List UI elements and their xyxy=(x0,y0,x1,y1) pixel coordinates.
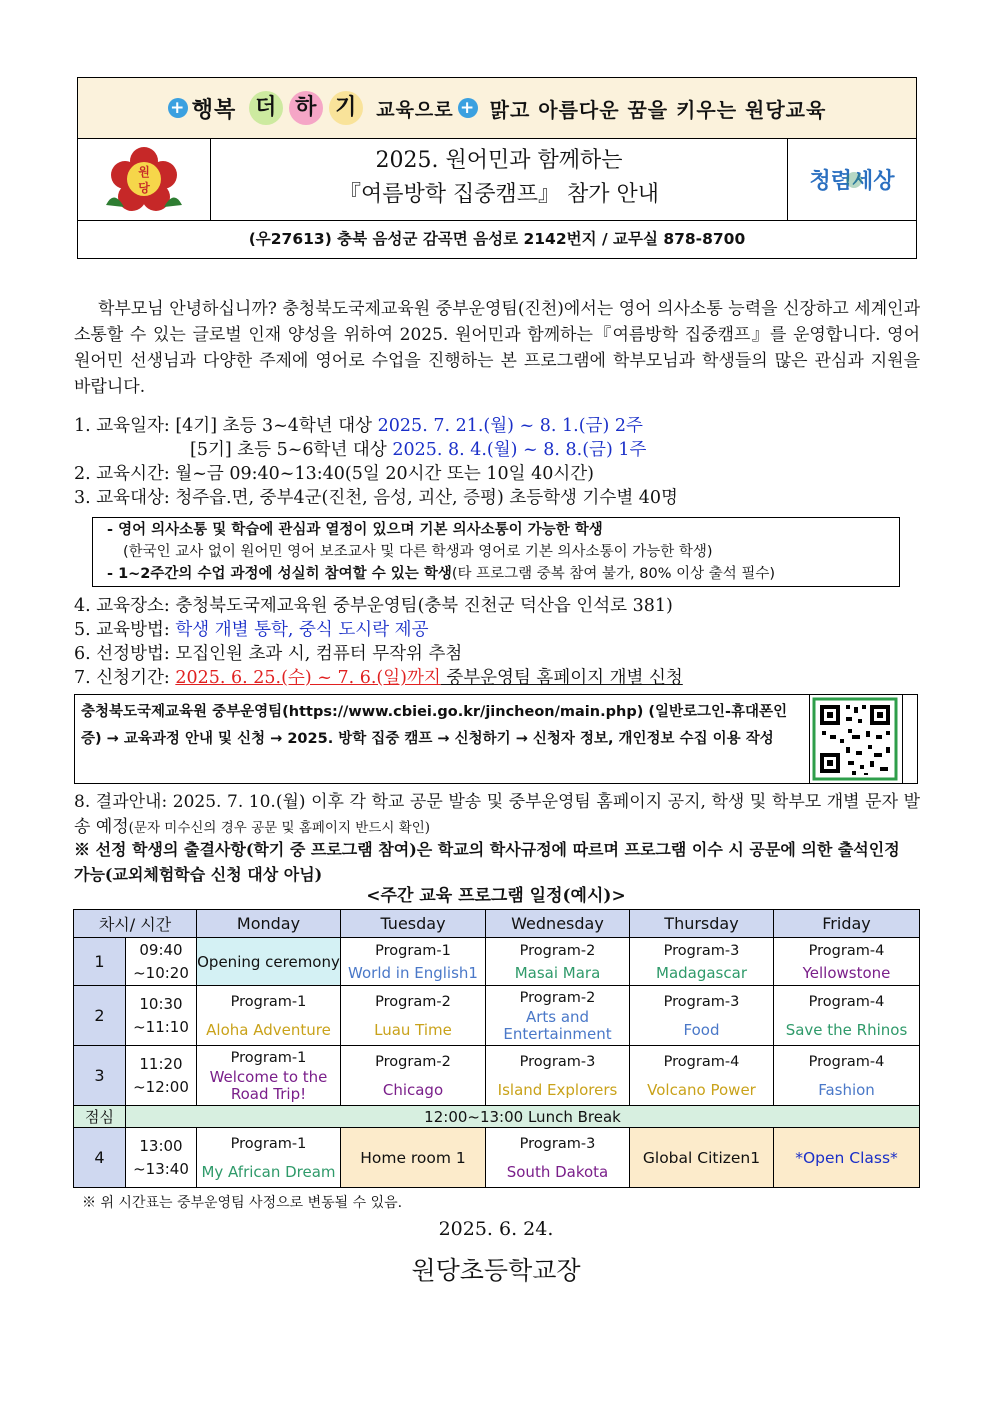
header-wednesday: Wednesday xyxy=(486,910,630,938)
slogan-part2: 교육으로 xyxy=(376,98,454,121)
header-monday: Monday xyxy=(197,910,341,938)
slogan-ball-3: 기 xyxy=(329,91,363,125)
item-1-line-b xyxy=(190,438,646,462)
title-line-1: 2025. 원어민과 함께하는 xyxy=(375,148,623,173)
intro-paragraph: 학부모님 안녕하십니까? 충청북도국제교육원 중부운영팀(진천)에서는 영어 의사소통 능력을 신장하고 세계인과 소통할 수 있는 글로벌 인재 양성을 위하여 2025. 원어민과 함께하는『여름방학 집중캠프』를 운영합니다. 영어 원어민 선생님과 다양한 주제에 영어로 수업을 진행하는 본 프로그램에 학부모님과 학생들의 많은 관심과 지원을 바랍니다. xyxy=(74,299,920,397)
title-row xyxy=(78,138,916,221)
slogan-part1: 행복 xyxy=(191,97,237,123)
schedule-note: ※ 위 시간표는 중부운영팀 사정으로 변동될 수 있음. xyxy=(82,1195,403,1211)
item-1-label: 1. 교육일자: xyxy=(74,416,176,436)
item-1-group-a: [4기] 초등 3~4학년 대상 xyxy=(175,416,378,436)
table-row xyxy=(74,1128,920,1188)
eligibility-line-1: - 영어 의사소통 및 학습에 관심과 열정이 있으며 기본 의사소통이 가능한 학생 xyxy=(107,522,603,538)
lunch-text: 12:00~13:00 Lunch Break xyxy=(126,1106,920,1128)
period-time: 10:30 ~11:10 xyxy=(126,986,197,1046)
header-box xyxy=(77,77,917,259)
header-thursday: Thursday xyxy=(630,910,774,938)
item-1-date-b: 2025. 8. 4.(월) ~ 8. 8.(금) 1주 xyxy=(392,440,647,460)
period-number: 4 xyxy=(74,1128,126,1188)
period-time: 11:20 ~12:00 xyxy=(126,1046,197,1106)
item-3: 3. 교육대상: 청주읍.면, 중부4군(진천, 음성, 괴산, 증평) 초등학생 기수별 40명 xyxy=(74,488,678,508)
integrity-logo xyxy=(787,138,917,220)
period-number: 1 xyxy=(74,938,126,986)
item-7-date: 2025. 6. 25.(수) ~ 7. 6.(일)까지 xyxy=(175,668,441,688)
cell-thursday: Program-3 Food xyxy=(630,986,774,1046)
slogan-bar xyxy=(78,78,916,139)
integrity-logo-icon xyxy=(788,138,917,220)
cell-friday: Program-4 Yellowstone xyxy=(774,938,920,986)
item-6: 6. 선정방법: 모집인원 초과 시, 컴퓨터 무작위 추첨 xyxy=(74,644,463,664)
cell-wednesday: Program-3 South Dakota xyxy=(486,1128,630,1188)
item-2: 2. 교육시간: 월~금 09:40~13:40(5일 20시간 또는 10일 40시간) xyxy=(74,464,594,484)
document-title xyxy=(211,138,787,220)
table-row xyxy=(74,986,920,1046)
apply-instructions: 충청북도국제교육원 중부운영팀(https://www.cbiei.go.kr/jincheon/main.php) (일반로그인-휴대폰인증) → 교육과정 안내 및 신청 → 2025. 방학 집중 캠프 → 신청하기 → 신청자 정보, 개인정보 수집 이용 작성 xyxy=(81,704,788,747)
cell-friday: Program-4 Save the Rhinos xyxy=(774,986,920,1046)
apply-instructions-box xyxy=(74,694,918,784)
cell-thursday: Program-4 Volcano Power xyxy=(630,1046,774,1106)
item-8 xyxy=(74,790,920,841)
cell-tuesday: Program-2 Luau Time xyxy=(341,986,486,1046)
qr-code-icon xyxy=(810,695,900,783)
cell-friday: *Open Class* xyxy=(774,1128,920,1188)
period-time: 09:40 ~10:20 xyxy=(126,938,197,986)
item-8-main: 8. 결과안내: 2025. 7. 10.(월) 이후 각 학교 공문 발송 및 중부운영팀 홈페이지 공지, 학생 및 학부모 개별 문자 발송 예정 xyxy=(74,792,920,837)
schedule-title: <주간 교육 프로그램 일정(예시)> xyxy=(366,886,626,906)
cell-tuesday: Program-2 Chicago xyxy=(341,1046,486,1106)
cell-wednesday: Program-2 Masai Mara xyxy=(486,938,630,986)
eligibility-line-3 xyxy=(107,563,899,585)
period-number: 2 xyxy=(74,986,126,1046)
item-5-value: 학생 개별 통학, 중식 도시락 제공 xyxy=(175,620,429,640)
title-line-2: 『여름방학 집중캠프』 참가 안내 xyxy=(338,182,659,207)
cell-thursday: Global Citizen1 xyxy=(630,1128,774,1188)
qr-code[interactable] xyxy=(809,695,903,783)
cell-wednesday: Program-3 Island Explorers xyxy=(486,1046,630,1106)
item-1-line-a xyxy=(74,414,643,438)
cell-monday: Opening ceremony xyxy=(197,938,341,986)
cell-thursday: Program-3 Madagascar xyxy=(630,938,774,986)
svg-text:청렴세상: 청렴세상 xyxy=(809,169,895,194)
cell-monday: Program-1 Welcome to the Road Trip! xyxy=(197,1046,341,1106)
table-row xyxy=(74,938,920,986)
item-1-date-a: 2025. 7. 21.(월) ~ 8. 1.(금) 2주 xyxy=(377,416,643,436)
item-5-label: 5. 교육방법: xyxy=(74,620,176,640)
item-7 xyxy=(74,666,683,690)
lunch-row xyxy=(74,1106,920,1128)
table-row xyxy=(74,1046,920,1106)
item-1-group-b: [5기] 초등 5~6학년 대상 xyxy=(190,440,393,460)
school-emblem-icon xyxy=(78,138,210,220)
attendance-notice: ※ 선정 학생의 출결사항(학기 중 프로그램 참여)은 학교의 학사규정에 따르며 프로그램 이수 시 공문에 의한 출석인정 가능(교외체험학습 신청 대상 아님) xyxy=(74,840,900,884)
lunch-label: 점심 xyxy=(74,1106,126,1128)
cell-monday: Program-1 Aloha Adventure xyxy=(197,986,341,1046)
plus-icon: + xyxy=(168,98,188,118)
svg-text:당: 당 xyxy=(138,181,150,195)
item-7-label: 7. 신청기간: xyxy=(74,668,176,688)
slogan-ball-2: 하 xyxy=(289,91,323,125)
header-friday: Friday xyxy=(774,910,920,938)
eligibility-line-2: (한국인 교사 없이 원어민 영어 보조교사 및 다른 학생과 영어로 기본 의사소통이 가능한 학생) xyxy=(123,544,713,560)
period-time: 13:00 ~13:40 xyxy=(126,1128,197,1188)
cell-tuesday: Program-1 World in English1 xyxy=(341,938,486,986)
cell-tuesday: Home room 1 xyxy=(341,1128,486,1188)
slogan-ball-1: 더 xyxy=(249,91,283,125)
slogan-part3: 맑고 아름다운 꿈을 키우는 원당교육 xyxy=(489,97,827,122)
schedule-header-row xyxy=(74,910,920,938)
svg-text:원: 원 xyxy=(138,165,150,179)
period-number: 3 xyxy=(74,1046,126,1106)
principal-signature: 원당초등학교장 xyxy=(411,1256,581,1285)
cell-friday: Program-4 Fashion xyxy=(774,1046,920,1106)
header-period: 차시/ 시간 xyxy=(74,910,197,938)
plus-icon: + xyxy=(458,98,478,118)
school-emblem xyxy=(78,138,211,220)
cell-monday: Program-1 My African Dream xyxy=(197,1128,341,1188)
cell-wednesday: Program-2 Arts and Entertainment xyxy=(486,986,630,1046)
item-4: 4. 교육장소: 충청북도국제교육원 중부운영팀(충북 진천군 덕산읍 인석로 381) xyxy=(74,596,673,616)
item-8-small: (문자 미수신의 경우 공문 및 홈페이지 반드시 확인) xyxy=(128,820,431,836)
document-date: 2025. 6. 24. xyxy=(438,1218,554,1240)
school-address: (우27613) 충북 음성군 감곡면 음성로 2142번지 / 교무실 878-8700 xyxy=(248,230,746,248)
header-tuesday: Tuesday xyxy=(341,910,486,938)
eligibility-line-3-rest: (타 프로그램 중복 참여 불가, 80% 이상 출석 필수) xyxy=(451,566,776,582)
item-7-rest: 중부운영팀 홈페이지 개별 신청 xyxy=(440,668,683,688)
eligibility-box xyxy=(92,517,900,587)
schedule-table xyxy=(73,909,920,1188)
eligibility-line-3-bold: - 1~2주간의 수업 과정에 성실히 참여할 수 있는 학생 xyxy=(107,566,452,582)
item-5 xyxy=(74,618,428,642)
